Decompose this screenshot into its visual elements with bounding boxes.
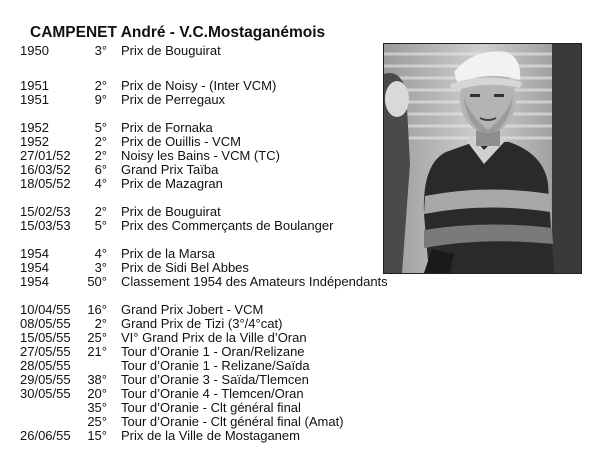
result-date: 08/05/55 <box>20 316 71 331</box>
result-race: Prix de la Ville de Mostaganem <box>121 428 300 443</box>
result-race: Prix de Noisy - (Inter VCM) <box>121 78 277 93</box>
result-date: 15/02/53 <box>20 204 71 219</box>
result-date: 1954 <box>20 260 49 275</box>
result-date: 1954 <box>20 274 49 289</box>
result-date: 27/05/55 <box>20 344 71 359</box>
result-date: 30/05/55 <box>20 386 71 401</box>
result-place: 25° <box>87 414 107 429</box>
result-place: 4° <box>94 246 107 261</box>
result-place: 3° <box>94 260 107 275</box>
result-race: Tour d’Oranie 1 - Relizane/Saïda <box>121 358 310 373</box>
result-race: Prix de Perregaux <box>121 92 226 107</box>
result-date: 10/04/55 <box>20 302 71 317</box>
result-date: 1950 <box>20 43 49 58</box>
result-place: 2° <box>94 134 107 149</box>
result-race: Prix de Fornaka <box>121 120 213 135</box>
result-place: 5° <box>94 218 107 233</box>
cyclist-photo <box>383 43 582 274</box>
result-race: Tour d’Oranie - Clt général final (Amat) <box>121 414 344 429</box>
result-date: 1952 <box>20 120 49 135</box>
result-place: 15° <box>87 428 107 443</box>
result-race: Classement 1954 des Amateurs Indépendants <box>121 274 388 289</box>
result-date: 26/06/55 <box>20 428 71 443</box>
result-place: 4° <box>94 176 107 191</box>
result-place: 2° <box>94 148 107 163</box>
result-date: 27/01/52 <box>20 148 71 163</box>
result-place: 35° <box>87 400 107 415</box>
result-place: 2° <box>94 316 107 331</box>
result-race: Prix des Commerçants de Boulanger <box>121 218 334 233</box>
result-race: Grand Prix Taïba <box>121 162 219 177</box>
result-date: 18/05/52 <box>20 176 71 191</box>
result-place: 2° <box>94 204 107 219</box>
result-place: 2° <box>94 78 107 93</box>
result-race: Grand Prix de Tizi (3°/4°cat) <box>121 316 283 331</box>
result-race: Noisy les Bains - VCM (TC) <box>121 148 280 163</box>
result-place: 6° <box>94 162 107 177</box>
result-place: 20° <box>87 386 107 401</box>
result-date: 1952 <box>20 134 49 149</box>
result-race: Prix de Sidi Bel Abbes <box>121 260 249 275</box>
result-date: 15/03/53 <box>20 218 71 233</box>
cyclist-photo-drawing <box>384 44 581 273</box>
result-date: 28/05/55 <box>20 358 71 373</box>
result-race: VI° Grand Prix de la Ville d’Oran <box>121 330 307 345</box>
result-race: Prix de Bouguirat <box>121 204 221 219</box>
result-place: 38° <box>87 372 107 387</box>
result-place: 5° <box>94 120 107 135</box>
result-place: 3° <box>94 43 107 58</box>
result-place: 25° <box>87 330 107 345</box>
result-race: Grand Prix Jobert - VCM <box>121 302 264 317</box>
result-place: 9° <box>94 92 107 107</box>
result-date: 15/05/55 <box>20 330 71 345</box>
result-date: 1951 <box>20 92 49 107</box>
result-place: 50° <box>87 274 107 289</box>
result-race: Prix de Bouguirat <box>121 43 221 58</box>
result-place: 21° <box>87 344 107 359</box>
result-race: Tour d’Oranie 1 - Oran/Relizane <box>121 344 305 359</box>
result-date: 16/03/52 <box>20 162 71 177</box>
result-race: Tour d’Oranie 3 - Saïda/Tlemcen <box>121 372 309 387</box>
page-title: CAMPENET André - V.C.Mostaganémois <box>30 24 326 41</box>
result-race: Prix de la Marsa <box>121 246 215 261</box>
result-place: 16° <box>87 302 107 317</box>
result-race: Tour d’Oranie - Clt général final <box>121 400 301 415</box>
result-date: 29/05/55 <box>20 372 71 387</box>
result-race: Prix de Mazagran <box>121 176 223 191</box>
result-race: Tour d’Oranie 4 - Tlemcen/Oran <box>121 386 304 401</box>
result-date: 1951 <box>20 78 49 93</box>
result-date: 1954 <box>20 246 49 261</box>
result-race: Prix de Ouillis - VCM <box>121 134 241 149</box>
